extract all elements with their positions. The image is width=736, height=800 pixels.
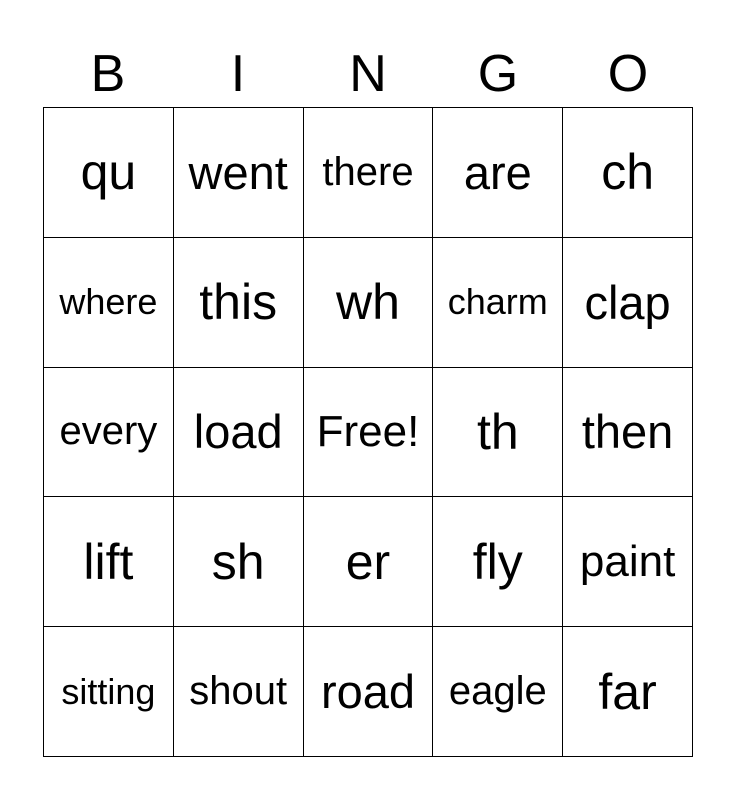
bingo-cell[interactable]: qu [44, 108, 174, 238]
bingo-cell[interactable]: er [304, 497, 434, 627]
bingo-cell[interactable]: wh [304, 238, 434, 368]
header-letter-b: B [90, 45, 126, 103]
bingo-cell[interactable]: clap [563, 238, 693, 368]
bingo-cell[interactable]: fly [433, 497, 563, 627]
bingo-cell[interactable]: lift [44, 497, 174, 627]
bingo-cell[interactable]: shout [174, 627, 304, 757]
free-space-cell[interactable]: Free! [304, 368, 434, 498]
header-letter-n: N [349, 45, 387, 103]
bingo-grid [43, 107, 693, 757]
bingo-cell[interactable]: sh [174, 497, 304, 627]
bingo-cell[interactable]: road [304, 627, 434, 757]
bingo-cell[interactable]: this [174, 238, 304, 368]
bingo-cell[interactable]: there [304, 108, 434, 238]
bingo-cell[interactable]: charm [433, 238, 563, 368]
header-letter-g: G [477, 45, 519, 103]
bingo-cell[interactable]: eagle [433, 627, 563, 757]
bingo-cell[interactable]: went [174, 108, 304, 238]
bingo-cell[interactable]: every [44, 368, 174, 498]
bingo-cell[interactable]: ch [563, 108, 693, 238]
bingo-cell[interactable]: paint [563, 497, 693, 627]
header-letter-i: I [230, 45, 246, 103]
bingo-header [43, 42, 693, 106]
bingo-cell[interactable]: are [433, 108, 563, 238]
bingo-cell[interactable]: th [433, 368, 563, 498]
bingo-cell[interactable]: where [44, 238, 174, 368]
bingo-cell[interactable]: then [563, 368, 693, 498]
header-letter-o: O [607, 45, 649, 103]
bingo-cell[interactable]: sitting [44, 627, 174, 757]
bingo-cell[interactable]: far [563, 627, 693, 757]
bingo-cell[interactable]: load [174, 368, 304, 498]
